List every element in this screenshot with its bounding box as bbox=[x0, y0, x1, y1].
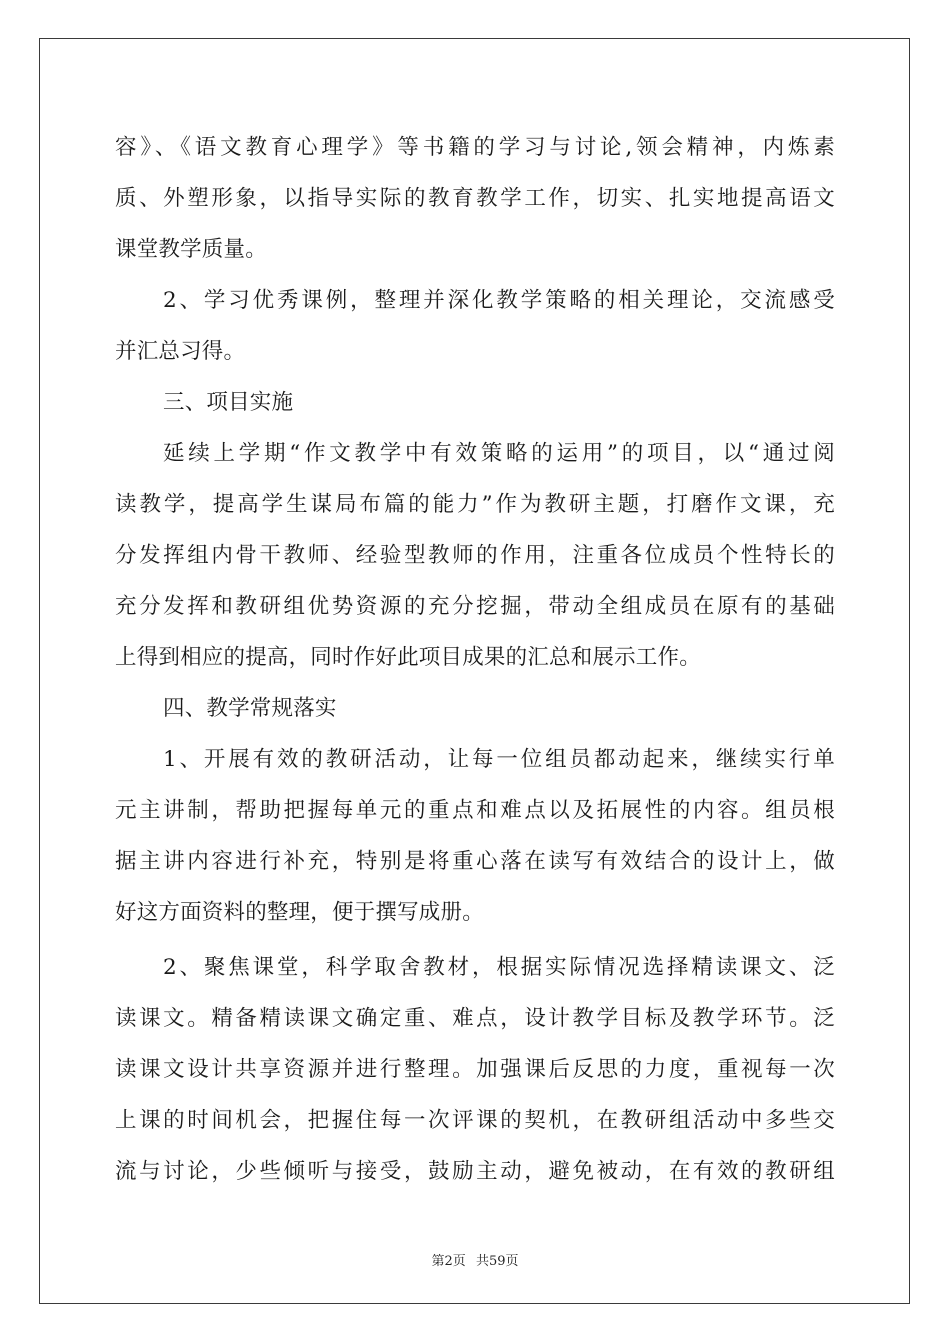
text-line: 上课的时间机会，把握住每一次评课的契机，在教研组活动中多些交 bbox=[115, 1108, 835, 1133]
text-line: 元主讲制，帮助把握每单元的重点和难点以及拓展性的内容。组员根 bbox=[115, 798, 835, 823]
paragraph bbox=[115, 128, 835, 281]
text-line: 充分发挥和教研组优势资源的充分挖掘，带动全组成员在原有的基础 bbox=[115, 594, 835, 619]
paragraph bbox=[115, 281, 835, 383]
document-body bbox=[115, 128, 835, 1203]
text-line: 并汇总习得。 bbox=[115, 339, 246, 364]
text-line: 1、开展有效的教研活动，让每一位组员都动起来，继续实行单 bbox=[163, 747, 835, 772]
section-heading bbox=[115, 383, 835, 434]
text-line: 流与讨论，少些倾听与接受，鼓励主动，避免被动，在有效的教研组 bbox=[115, 1159, 835, 1184]
text-line: 容》、《语文教育心理学》等书籍的学习与讨论,领会精神，内炼素 bbox=[115, 135, 835, 160]
total-pages: 共59页 bbox=[475, 1254, 519, 1269]
text-line: 读课文设计共享资源并进行整理。加强课后反思的力度，重视每一次 bbox=[115, 1057, 835, 1082]
text-line: 好这方面资料的整理，便于撰写成册。 bbox=[115, 900, 484, 925]
paragraph bbox=[115, 948, 835, 1203]
text-line: 2、学习优秀课例，整理并深化教学策略的相关理论，交流感受 bbox=[163, 288, 835, 313]
text-line: 分发挥组内骨干教师、经验型教师的作用，注重各位成员个性特长的 bbox=[115, 543, 835, 568]
text-line: 上得到相应的提高，同时作好此项目成果的汇总和展示工作。 bbox=[115, 645, 701, 670]
paragraph bbox=[115, 740, 835, 944]
heading-text: 四、教学常规落实 bbox=[163, 696, 337, 721]
heading-text: 三、项目实施 bbox=[163, 390, 294, 415]
text-line: 据主讲内容进行补充，特别是将重心落在读写有效结合的设计上，做 bbox=[115, 849, 835, 874]
text-line: 读课文。精备精读课文确定重、难点，设计教学目标及教学环节。泛 bbox=[115, 1006, 835, 1031]
text-line: 质、外塑形象，以指导实际的教育教学工作，切实、扎实地提高语文 bbox=[115, 186, 835, 211]
section-heading bbox=[115, 689, 835, 740]
text-line: 课堂教学质量。 bbox=[115, 237, 267, 262]
page-number: 第2页 bbox=[431, 1254, 466, 1269]
page-footer bbox=[0, 1250, 950, 1269]
text-line: 读教学，提高学生谋局布篇的能力”作为教研主题，打磨作文课，充 bbox=[115, 492, 835, 517]
paragraph bbox=[115, 434, 835, 689]
text-line: 延续上学期“作文教学中有效策略的运用”的项目，以“通过阅 bbox=[163, 441, 835, 466]
text-line: 2、聚焦课堂，科学取舍教材，根据实际情况选择精读课文、泛 bbox=[163, 955, 835, 980]
